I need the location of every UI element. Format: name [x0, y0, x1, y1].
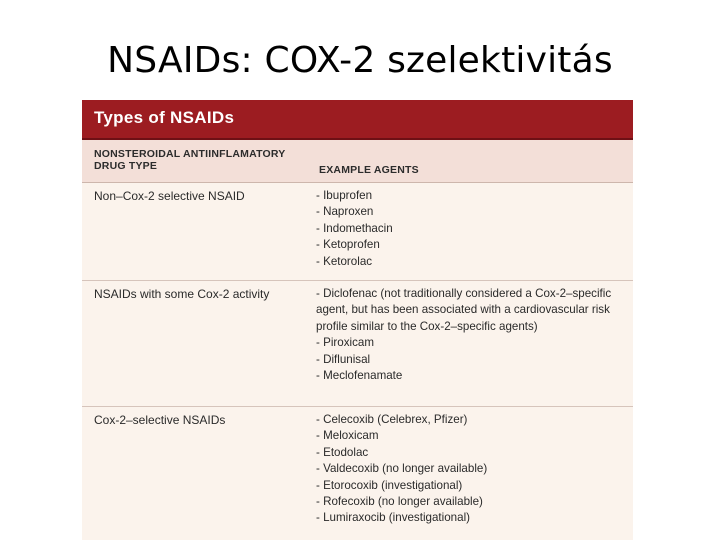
drug-type-cell: Cox-2–selective NSAIDs: [94, 413, 226, 427]
drug-type-cell: Non–Cox-2 selective NSAID: [94, 189, 245, 203]
column-header-example-agents: EXAMPLE AGENTS: [319, 164, 419, 176]
table-row-non-cox2-selective: [82, 183, 633, 281]
agent-item: - Meclofenamate: [316, 369, 403, 383]
table-row-cox2-selective: [82, 407, 633, 540]
agent-item: - Diclofenac (not traditionally considered a Cox-2–specific agent, but has been associated with a cardiovascular risk profile similar to the Cox-2–specific agents): [316, 287, 612, 333]
agent-item: - Naproxen: [316, 205, 374, 219]
agent-item: - Indomethacin: [316, 221, 393, 235]
agent-item: - Rofecoxib (no longer available): [316, 495, 483, 509]
agent-item: - Ketoprofen: [316, 238, 380, 252]
agent-item: - Piroxicam: [316, 336, 374, 350]
column-header-drug-type: NONSTEROIDAL ANTIINFLAMATORY DRUG TYPE: [94, 148, 286, 172]
agent-item: - Lumiraxocib (investigational): [316, 511, 471, 525]
table-title: Types of NSAIDs: [94, 108, 235, 127]
agent-item: - Valdecoxib (no longer available): [316, 462, 488, 476]
agent-item: - Meloxicam: [316, 429, 379, 443]
example-agents-list: [316, 188, 624, 270]
agent-item: - Ibuprofen: [316, 189, 373, 202]
table-row-some-cox2-activity: [82, 281, 633, 407]
example-agents-list: [316, 286, 624, 384]
nsaid-types-table: [82, 100, 633, 540]
agent-item: - Celecoxib (Celebrex, Pfizer): [316, 413, 468, 426]
column-header-row: [82, 140, 633, 183]
drug-type-cell: NSAIDs with some Cox-2 activity: [94, 287, 270, 301]
slide-title: NSAIDs: COX-2 szelektivitás: [107, 40, 613, 81]
example-agents-list: [316, 412, 624, 527]
table-title-bar: [82, 100, 633, 140]
agent-item: - Ketorolac: [316, 254, 373, 268]
agent-item: - Etodolac: [316, 445, 369, 459]
agent-item: - Diflunisal: [316, 352, 371, 366]
agent-item: - Etorocoxib (investigational): [316, 478, 463, 492]
